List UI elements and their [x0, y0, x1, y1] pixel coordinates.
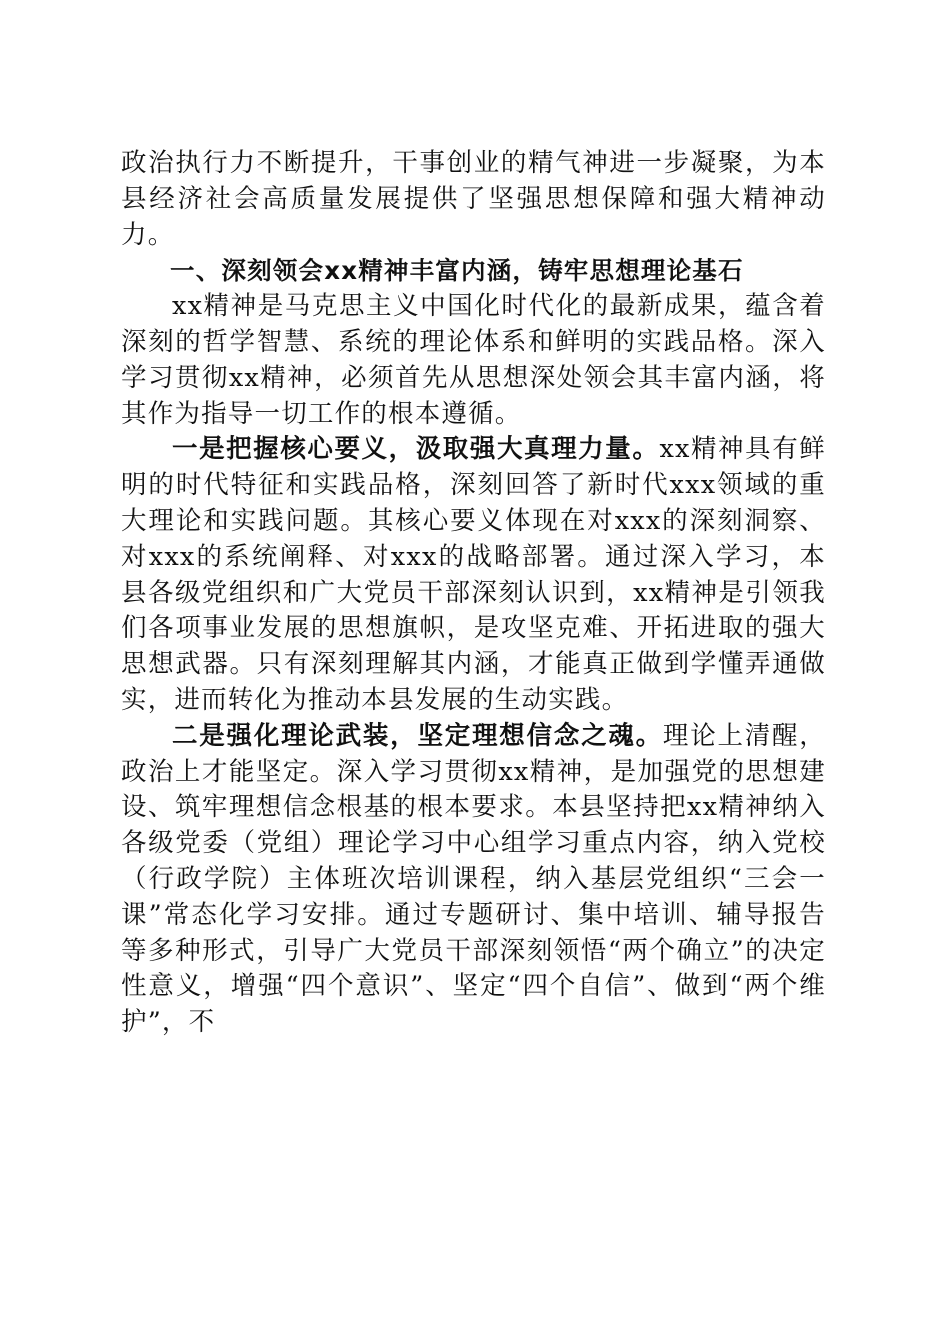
body-paragraph-lead	[121, 719, 826, 1041]
section-heading: 一、深刻领会xx精神丰富内涵，铸牢思想理论基石	[170, 256, 744, 286]
continuation-paragraph: 政治执行力不断提升，干事创业的精气神进一步凝聚，为本县经济社会高质量发展提供了坚强思想保障和强大精神动力。	[121, 148, 826, 250]
paragraph-text: 理论上清醒，政治上才能坚定。深入学习贯彻xx精神，是加强党的思想建设、筑牢理想信念根基的根本要求。本县坚持把xx精神纳入各级党委（党组）理论学习中心组学习重点内容，纳入党校（行政学院）主体班次培训课程，纳入基层党组织“三会一课”常态化学习安排。通过专题研讨、集中培训、辅导报告等多种形式，引导广大党员干部深刻领悟“两个确立”的决定性意义，增强“四个意识”、坚定“四个自信”、做到“两个维护”，不	[121, 720, 826, 1038]
document-body	[121, 146, 826, 1041]
paragraph-lead-sentence: 一是把握核心要义，汲取强大真理力量。	[172, 434, 660, 465]
body-paragraph: xx精神是马克思主义中国化时代化的最新成果，蕴含着深刻的哲学智慧、系统的理论体系和鲜明的实践品格。深入学习贯彻xx精神，必须首先从思想深处领会其丰富内涵，将其作为指导一切工作的根本遵循。	[121, 291, 826, 429]
body-paragraph-lead	[121, 432, 826, 718]
paragraph-lead-sentence: 二是强化理论武装，坚定理想信念之魂。	[172, 720, 663, 751]
paragraph-text: xx精神具有鲜明的时代特征和实践品格，深刻回答了新时代xxx领域的重大理论和实践问题。其核心要义体现在对xxx的深刻洞察、对xxx的系统阐释、对xxx的战略部署。通过深入学习，本县各级党组织和广大党员干部深刻认识到，xx精神是引领我们各项事业发展的思想旗帜，是攻坚克难、开拓进取的强大思想武器。只有深刻理解其内涵，才能真正做到学懂弄通做实，进而转化为推动本县发展的生动实践。	[121, 434, 826, 715]
